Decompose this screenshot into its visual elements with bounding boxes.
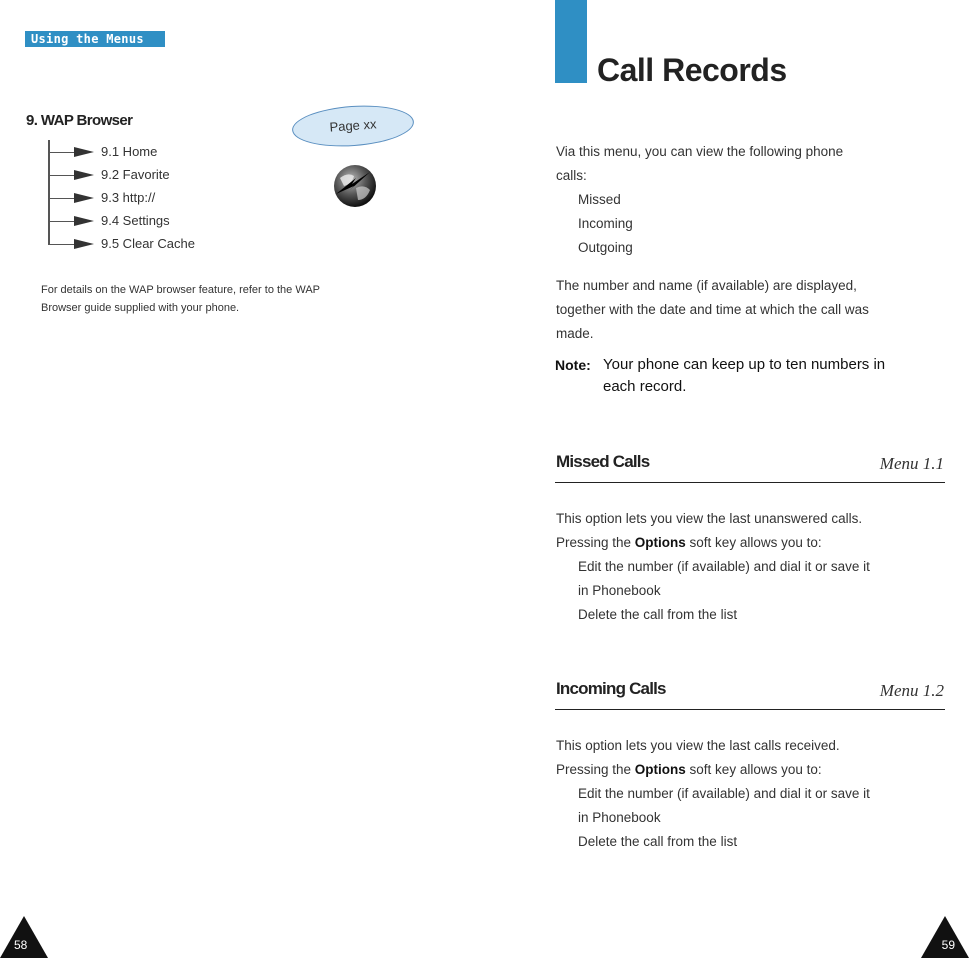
menu-item-label: 9.4 Settings bbox=[101, 213, 170, 228]
wap-details-text: For details on the WAP browser feature, refer to the WAP Browser guide supplied with your phone. bbox=[41, 284, 320, 314]
wap-menu-item-http bbox=[48, 190, 268, 208]
incoming-calls-body: This option lets you view the last calls received. Pressing the Options soft key allows you to: Edit the number (if available) and dial it or save it in Phonebook Delete the call from the list bbox=[556, 738, 870, 849]
note-label: Note: bbox=[555, 357, 591, 373]
options-key-label: Options bbox=[634, 762, 686, 777]
note-line-1: Your phone can keep up to ten numbers in bbox=[603, 356, 886, 373]
call-type-missed: Missed bbox=[578, 192, 621, 207]
wap-browser-title: 9. WAP Browser bbox=[26, 112, 133, 129]
page-number-right: 59 bbox=[941, 938, 955, 952]
page-title: Call Records bbox=[597, 52, 787, 88]
missed-calls-heading: Missed Calls bbox=[556, 452, 650, 471]
missed-calls-menu-ref: Menu 1.1 bbox=[879, 454, 944, 473]
display-paragraph: The number and name (if available) are displayed, together with the date and time at which the call was made. bbox=[556, 278, 869, 341]
call-type-incoming: Incoming bbox=[578, 216, 633, 231]
section-header-tab: Using the Menus bbox=[25, 31, 165, 47]
wap-menu-item-favorite bbox=[48, 167, 268, 185]
note-line-2: each record. bbox=[603, 378, 687, 395]
wap-menu-item-settings bbox=[48, 213, 268, 231]
arrow-right-icon bbox=[74, 216, 94, 226]
page-reference-bubble: Page xx bbox=[291, 102, 415, 150]
intro-paragraph: Via this menu, you can view the following phone calls: Missed Incoming Outgoing bbox=[556, 140, 951, 260]
incoming-calls-menu-ref: Menu 1.2 bbox=[879, 681, 944, 700]
arrow-right-icon bbox=[74, 193, 94, 203]
section-divider bbox=[555, 709, 945, 710]
menu-item-label: 9.1 Home bbox=[101, 144, 158, 159]
arrow-right-icon bbox=[74, 170, 94, 180]
wap-menu-item-clear-cache bbox=[48, 236, 268, 254]
menu-item-label: 9.5 Clear Cache bbox=[101, 236, 195, 251]
title-accent-block bbox=[555, 0, 587, 83]
missed-calls-body: This option lets you view the last unanswered calls. Pressing the Options soft key allows you to: Edit the number (if available) and dial it or save it in Phonebook Delete the call from the list bbox=[556, 511, 870, 622]
menu-item-label: 9.2 Favorite bbox=[101, 167, 170, 182]
menu-item-label: 9.3 http:// bbox=[101, 190, 156, 205]
call-type-outgoing: Outgoing bbox=[578, 240, 633, 255]
wap-menu-tree bbox=[48, 138, 248, 251]
options-key-label: Options bbox=[634, 535, 686, 550]
note-block bbox=[555, 354, 935, 398]
arrow-right-icon bbox=[74, 147, 94, 157]
section-divider bbox=[555, 482, 945, 483]
incoming-calls-heading: Incoming Calls bbox=[556, 679, 666, 698]
wap-globe-icon bbox=[330, 158, 380, 212]
arrow-right-icon bbox=[74, 239, 94, 249]
page-number-left: 58 bbox=[14, 938, 28, 952]
wap-menu-item-home bbox=[48, 144, 268, 162]
